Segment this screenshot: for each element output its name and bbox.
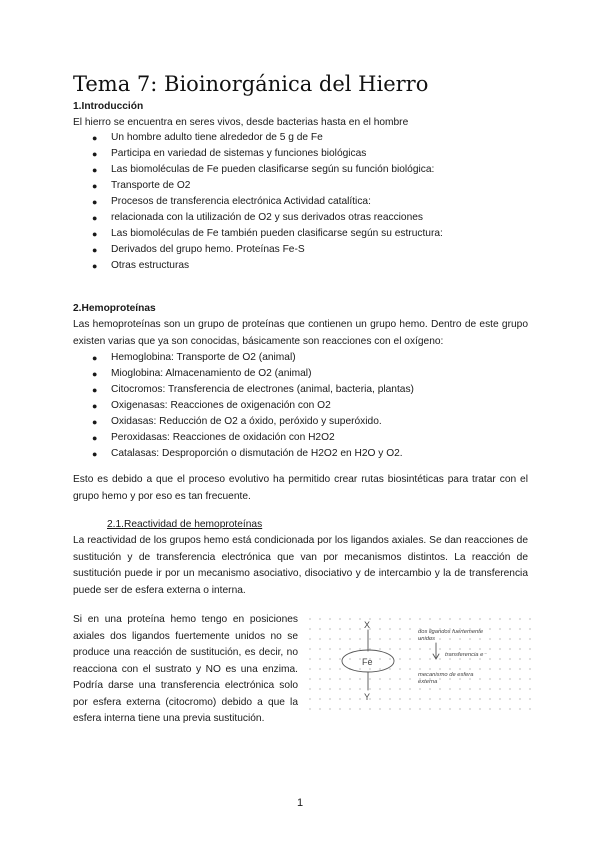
ligand-y-label: Y [364,692,371,702]
list-item: Oxidasas: Reducción de O2 a óxido, peróxido y superóxido. [111,416,382,427]
bullet-dot-icon: ● [92,245,98,255]
list-item: Otras estructuras [111,260,190,271]
bullet-dot-icon: ● [92,369,98,379]
list-item: Las biomoléculas de Fe también pueden clasificarse según su estructura: [111,228,443,239]
subsection-heading-reactividad: 2.1.Reactividad de hemoproteínas [107,519,263,530]
list-item: Catalasas: Desproporción o dismutación de H2O2 en H2O y O2. [111,448,403,459]
list-item: Transporte de O2 [111,180,191,191]
section-heading-introduccion: 1.Introducción [73,101,144,112]
sketch-drawing [305,614,531,718]
bullet-dot-icon: ● [92,213,98,223]
reactividad-paragraph: La reactividad de los grupos hemo está condicionada por los ligandos axiales. Se dan reacciones de sustitución y de transferencia electrónica que van por mecanismos distintos. La reacción de sustitución puede ir por un mecanismo asociativo, disociativo y de intercambio y la de transferencia puede ser de esfera externa o interna. [73,535,528,596]
hemo-paragraph: Las hemoproteínas son un grupo de proteínas que contienen un grupo hemo. Dentro de este grupo existen varias que ya son conocidas, básicamente son reacciones con el oxígeno: [73,319,528,347]
list-item: Un hombre adulto tiene alrededor de 5 g de Fe [111,132,323,143]
hemo-ligand-sketch [305,614,531,718]
list-item: Oxigenasas: Reacciones de oxigenación con O2 [111,400,331,411]
bullet-dot-icon: ● [92,417,98,427]
list-item: Citocromos: Transferencia de electrones (animal, bacteria, plantas) [111,384,414,395]
page-title: Tema 7: Bioinorgánica del Hierro [73,72,429,96]
note-line-2: unidos [418,636,436,642]
bullet-dot-icon: ● [92,261,98,271]
intro-paragraph: El hierro se encuentra en seres vivos, desde bacterias hasta en el hombre [73,117,409,128]
bullet-dot-icon: ● [92,401,98,411]
bullet-dot-icon: ● [92,181,98,191]
list-item: Procesos de transferencia electrónica Actividad catalítica: [111,196,371,207]
evolution-paragraph: Esto es debido a que el proceso evolutivo ha permitido crear rutas biosintéticas para tratar con el grupo hemo y por eso es tan frecuente. [73,474,528,502]
note-line-4: mecanismo de esfera [418,672,474,678]
list-item: Peroxidasas: Reacciones de oxidación con H2O2 [111,432,335,443]
ligand-x-label: X [364,620,371,630]
side-paragraph: Si en una proteína hemo tengo en posiciones axiales dos ligandos fuertemente unidos no se produce una reacción de sustitución, es decir, no reacciona con el sustrato y NO es una enzima. Podría darse una transferencia electrónica solo por esfera externa (citocromo) debido a que la esfera interna tiene una previa sustitución. [73,614,298,724]
bullet-dot-icon: ● [92,197,98,207]
section-heading-hemoproteinas: 2.Hemoproteínas [73,303,156,314]
bullet-dot-icon: ● [92,353,98,363]
bullet-dot-icon: ● [92,385,98,395]
list-item: relacionada con la utilización de O2 y sus derivados otras reacciones [111,212,424,223]
metal-label: Fe [362,657,373,667]
list-item: Hemoglobina: Transporte de O2 (animal) [111,352,296,363]
list-item: Derivados del grupo hemo. Proteínas Fe-S [111,244,305,255]
bullet-dot-icon: ● [92,165,98,175]
bullet-dot-icon: ● [92,149,98,159]
page-number: 1 [296,797,304,809]
bullet-dot-icon: ● [92,433,98,443]
list-item: Mioglobina: Almacenamiento de O2 (animal) [111,368,312,379]
list-item: Participa en variedad de sistemas y funciones biológicas [111,148,367,159]
bullet-dot-icon: ● [92,229,98,239]
note-line-5: externa [418,679,438,685]
bullet-dot-icon: ● [92,133,98,143]
bullet-dot-icon: ● [92,449,98,459]
note-line-1: dos ligandos fuertemente [418,629,484,635]
list-item: Las biomoléculas de Fe pueden clasificarse según su función biológica: [111,164,435,175]
note-line-3: transferencia e⁻ [445,652,487,658]
